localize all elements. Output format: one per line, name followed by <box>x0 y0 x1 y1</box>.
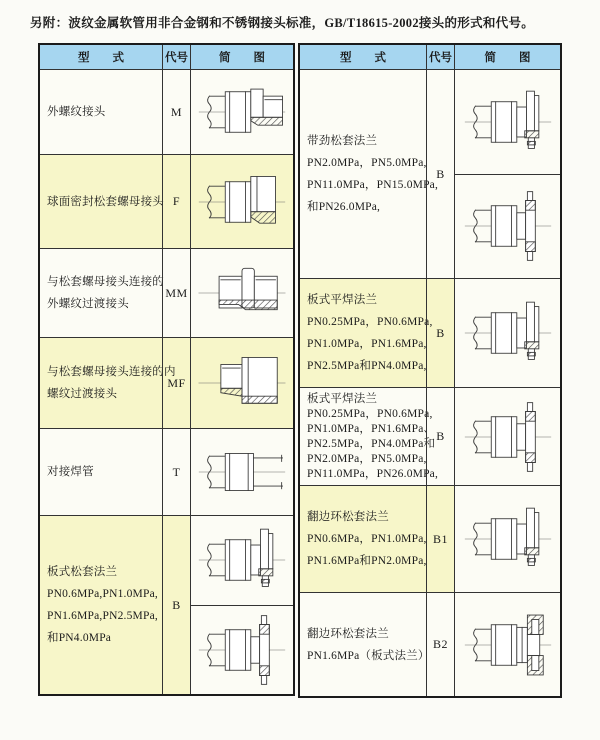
diagram-cell <box>190 155 293 248</box>
type-cell <box>40 70 162 154</box>
type-line: PN11.0MPa，PN15.0MPa, <box>307 179 439 191</box>
type-line: 对接焊管 <box>47 466 94 478</box>
type-line: 与松套螺母接头连接的 <box>47 276 164 288</box>
type-line: 外螺纹接头 <box>47 106 106 118</box>
code-cell: M <box>162 70 190 154</box>
table-row <box>300 592 560 696</box>
table-body-left <box>40 70 293 694</box>
code-cell: MF <box>162 338 190 428</box>
code-cell: B <box>426 70 454 278</box>
diagram-cell <box>190 70 293 154</box>
sphere-seal-nut-fitting-diagram <box>191 155 293 248</box>
type-line: 翻边环松套法兰 <box>307 511 389 523</box>
type-line: PN0.6MPa，PN1.0MPa, <box>307 533 427 545</box>
code-cell: T <box>162 429 190 515</box>
diagram-cell <box>454 486 560 592</box>
table-row <box>300 70 560 278</box>
type-line: 和PN4.0MPa <box>47 632 112 644</box>
diagram-cell <box>190 429 293 515</box>
diagram-cell <box>190 338 293 428</box>
type-line: PN1.0MPa，PN1.6MPa、 <box>307 422 436 435</box>
table-row <box>300 485 560 592</box>
type-line: PN1.6MPa和PN2.0MPa, <box>307 555 427 567</box>
loose-flange-stub-diagram <box>455 70 560 174</box>
table-header-row <box>300 45 560 70</box>
type-line: 球面密封松套螺母接头 <box>47 195 164 208</box>
table-row <box>300 278 560 387</box>
table-row <box>40 70 293 154</box>
table-row <box>40 248 293 337</box>
table-row <box>40 337 293 428</box>
code-cell: B <box>162 516 190 694</box>
butt-weld-pipe-diagram <box>191 429 293 515</box>
code-cell: B1 <box>426 486 454 592</box>
diagram-cell <box>190 249 293 337</box>
type-line: PN2.5MPa和PN4.0MPa, <box>307 360 427 372</box>
column-header-type: 型 式 <box>340 52 386 64</box>
type-line: 板式平焊法兰 <box>307 392 378 405</box>
type-line: PN2.0MPa，PN5.0MPa, <box>307 452 427 465</box>
loose-flange-bolted-diagram <box>455 388 560 485</box>
type-cell <box>300 593 430 696</box>
loose-flange-stub-diagram <box>455 279 560 387</box>
type-line: 外螺纹过渡接头 <box>47 298 129 310</box>
type-line: PN2.5MPa，PN4.0MPa和 <box>307 437 436 450</box>
fitting-table-left <box>38 43 295 696</box>
type-cell <box>300 486 426 592</box>
diagram-cell <box>454 593 560 696</box>
type-cell <box>40 429 162 515</box>
table-row <box>40 428 293 515</box>
column-header-code: 代号 <box>426 45 454 69</box>
diagram-cell <box>454 70 560 278</box>
code-cell: B <box>426 388 454 485</box>
type-line: PN2.0MPa，PN5.0MPa, <box>307 157 427 169</box>
page-title: 另附：波纹金属软管用非合金钢和不锈钢接头标准，GB/T18615-2002接头的形式和代号。 <box>30 16 535 30</box>
column-header-code: 代号 <box>162 45 190 69</box>
code-cell: MM <box>162 249 190 337</box>
type-line: PN11.0MPa，PN26.0MPa, <box>307 467 439 480</box>
table-row <box>40 154 293 248</box>
type-line: PN0.25MPa，PN0.6MPa, <box>307 316 433 328</box>
type-line: 带劲松套法兰 <box>307 135 378 147</box>
fitting-table-right <box>298 43 562 698</box>
type-line: 和PN26.0MPa, <box>307 201 381 213</box>
male-female-adapter-diagram <box>191 338 293 428</box>
type-line: 翻边环松套法兰 <box>307 627 389 640</box>
lap-ring-plate-flange-diagram <box>455 593 560 696</box>
loose-flange-stub-diagram <box>455 486 560 592</box>
type-cell <box>300 279 433 387</box>
loose-flange-bolted-diagram <box>191 605 293 695</box>
tables-wrap <box>38 43 562 698</box>
male-thread-fitting-diagram <box>191 70 293 154</box>
column-header-diagram: 简 图 <box>454 45 560 69</box>
type-line: 与松套螺母接头连接的内 <box>47 366 176 378</box>
code-cell: B <box>426 279 454 387</box>
table-row <box>300 387 560 485</box>
diagram-cell <box>190 516 293 694</box>
column-header-type: 型 式 <box>78 52 124 64</box>
type-line: 板式平焊法兰 <box>307 294 378 306</box>
type-line: PN1.6MPa（板式法兰） <box>307 649 430 662</box>
diagram-cell <box>454 388 560 485</box>
type-line: PN0.25MPa，PN0.6MPa, <box>307 407 433 420</box>
diagram-cell <box>454 279 560 387</box>
type-line: 螺纹过渡接头 <box>47 388 118 400</box>
type-line: PN0.6MPa,PN1.0MPa, <box>47 588 158 600</box>
type-cell <box>40 516 162 694</box>
loose-flange-bolted-diagram <box>455 174 560 279</box>
type-cell <box>300 70 439 278</box>
type-cell <box>300 388 439 485</box>
type-line: PN1.0MPa，PN1.6MPa, <box>307 338 427 350</box>
loose-flange-stub-diagram <box>191 516 293 605</box>
type-line: 板式松套法兰 <box>47 566 118 578</box>
type-line: PN1.6MPa,PN2.5MPa, <box>47 610 158 622</box>
table-row <box>40 515 293 694</box>
column-header-diagram: 简 图 <box>190 45 293 69</box>
type-cell <box>40 249 162 337</box>
type-cell <box>40 155 162 248</box>
code-cell: F <box>162 155 190 248</box>
male-male-nipple-diagram <box>191 249 293 337</box>
type-cell <box>40 338 176 428</box>
table-header-row <box>40 45 293 70</box>
code-cell: B2 <box>426 593 454 696</box>
table-body-right <box>300 70 560 696</box>
